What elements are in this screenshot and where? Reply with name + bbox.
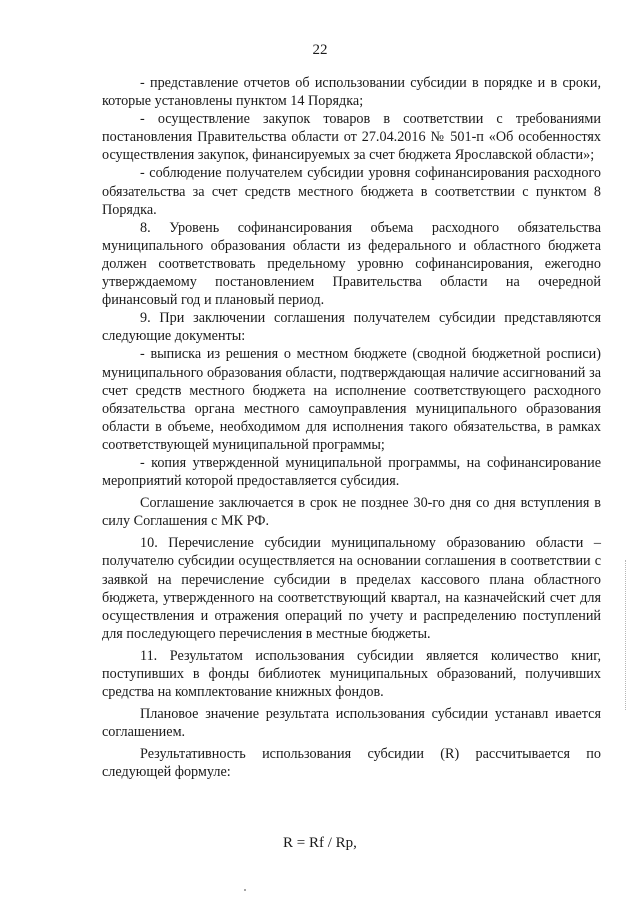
scan-margin-mark (623, 560, 626, 710)
paragraph-item-10: 10. Перечисление субсидии муниципальному образованию области – получателю субсидии осуществляется на основании соглашения в соответствии с заявкой на перечисление субсидии в пределах кассового плана областного бюджета, утвержденного на соответствующий квартал, на казначейский счет для осуществления и отражения операций по учету и распределению поступлений для последующего перечисления в местные бюджеты. (102, 535, 601, 642)
effectiveness-formula: R = Rf / Rp, (283, 835, 357, 851)
paragraph-cofinancing-compliance: - соблюдение получателем субсидии уровня софинансирования расходного обязательства за счет средств местного бюджета в соответствии с пунктом 8 Порядка. (102, 165, 601, 218)
paragraph-agreement-term: Соглашение заключается в срок не позднее 30-го дня со дня вступления в силу Соглашения с МК РФ. (102, 495, 601, 530)
document-body (102, 74, 601, 782)
paragraph-item-11: 11. Результатом использования субсидии является количество книг, поступивших в фонды библиотек муниципальных образований, получивших средства на комплектование книжных фондов. (102, 647, 601, 701)
paragraph-budget-extract: - выписка из решения о местном бюджете (сводной бюджетной росписи) муниципального образования области, подтверждающая наличие ассигнований за счет средств местного бюджета на исполнение соответствующего расходного обязательства органа местного самоуправления муниципального образования области в объеме, необходимом для исполнения такого обязательства, в рамках соответствующей муниципальной программы; (102, 346, 601, 453)
paragraph-program-copy: - копия утвержденной муниципальной программы, на софинансирование мероприятий которой предоставляется субсидия. (102, 454, 601, 490)
paragraph-planned-value: Плановое значение результата использования субсидии устанавл ивается соглашением. (102, 706, 601, 741)
paragraph-item-9: 9. При заключении соглашения получателем субсидии представляются следующие документы: (102, 310, 601, 345)
scan-speck (244, 889, 246, 891)
paragraph-item-8: 8. Уровень софинансирования объема расходного обязательства муниципального образования области из федерального и областного бюджета должен соответствовать предельному уровню софинансирования, ежегодно утверждаемому постановлением Правительства области на очередной финансовый год и плановый период. (102, 219, 601, 309)
paragraph-effectiveness: Результативность использования субсидии (R) рассчитывается по следующей формуле: (102, 746, 601, 781)
paragraph-procurement: - осуществление закупок товаров в соответствии с требованиями постановления Правительства области от 27.04.2016 № 501-п «Об особенностях осуществления закупок, финансируемых за счет бюджета Ярославской области»; (102, 111, 601, 164)
paragraph-report-submission: - представление отчетов об использовании субсидии в порядке и в сроки, которые установлены пунктом 14 Порядка; (102, 75, 601, 110)
page-number: 22 (312, 42, 328, 58)
